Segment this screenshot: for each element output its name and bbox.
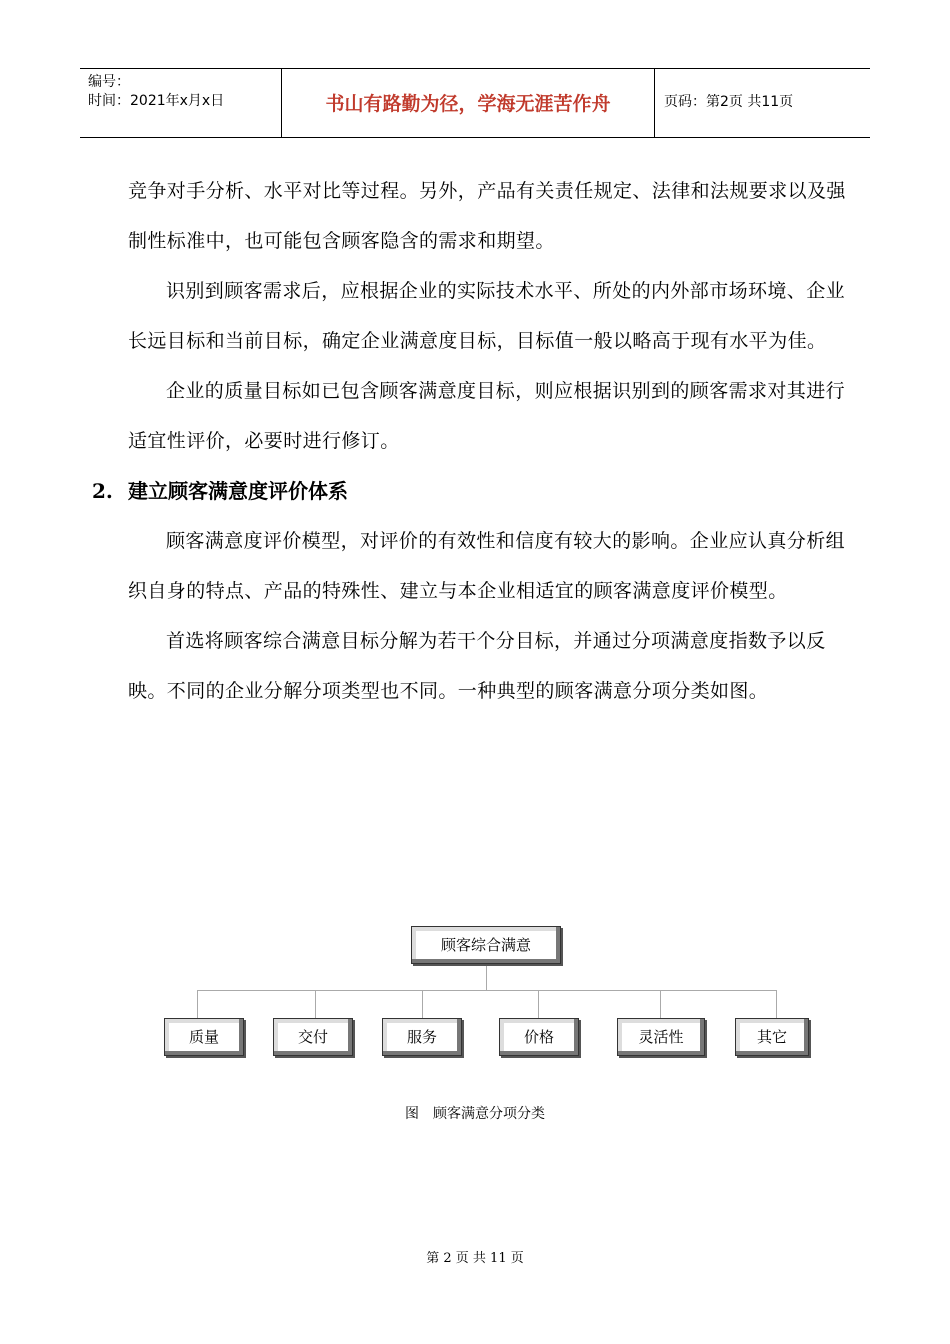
motto: 书山有路勤为径，学海无涯苦作舟 — [325, 93, 611, 115]
diagram-node-flexibility: 灵活性 — [617, 1018, 705, 1056]
satisfaction-diagram — [150, 920, 830, 1070]
document-date: 时间：2021年x月x日 — [88, 93, 225, 109]
diagram-node-other: 其它 — [735, 1018, 809, 1056]
page-header — [80, 68, 870, 138]
section-number: 2. — [92, 479, 113, 503]
paragraph: 首选将顾客综合满意目标分解为若干个分目标，并通过分项满意度指数予以反映。不同的企业分解分项类型也不同。一种典型的顾客满意分项分类如图。 — [128, 630, 826, 702]
paragraph: 竞争对手分析、水平对比等过程。另外，产品有关责任规定、法律和法规要求以及强制性标准中，也可能包含顾客隐含的需求和期望。 — [128, 180, 846, 252]
connector-line — [776, 990, 777, 1018]
diagram-node-price: 价格 — [499, 1018, 579, 1056]
diagram-root-node: 顾客综合满意 — [411, 926, 561, 964]
paragraph: 企业的质量目标如已包含顾客满意度目标，则应根据识别到的顾客需求对其进行适宜性评价，必要时进行修订。 — [128, 380, 846, 452]
diagram-node-delivery: 交付 — [273, 1018, 353, 1056]
connector-line — [197, 990, 198, 1018]
header-page-cell — [654, 69, 870, 137]
connector-line — [486, 966, 487, 990]
diagram-node-quality: 质量 — [164, 1018, 244, 1056]
figure-caption: 图 顾客满意分项分类 — [405, 1106, 545, 1122]
connector-line — [315, 990, 316, 1018]
connector-line — [422, 990, 423, 1018]
document-body — [92, 166, 860, 716]
page-indicator: 页码：第2页 共11页 — [664, 94, 794, 110]
document-number: 编号： — [88, 74, 130, 90]
header-motto-cell — [281, 69, 655, 137]
connector-line — [538, 990, 539, 1018]
connector-line — [660, 990, 661, 1018]
paragraph: 识别到顾客需求后，应根据企业的实际技术水平、所处的内外部市场环境、企业长远目标和当前目标，确定企业满意度目标，目标值一般以略高于现有水平为佳。 — [128, 280, 846, 352]
page-footer: 第 2 页 共 11 页 — [426, 1251, 524, 1266]
section-heading — [92, 466, 860, 516]
diagram-node-service: 服务 — [382, 1018, 462, 1056]
paragraph: 顾客满意度评价模型，对评价的有效性和信度有较大的影响。企业应认真分析组织自身的特点、产品的特殊性、建立与本企业相适宜的顾客满意度评价模型。 — [128, 530, 846, 602]
section-title: 建立顾客满意度评价体系 — [128, 479, 348, 503]
header-meta-cell — [80, 69, 281, 137]
connector-line — [197, 990, 776, 991]
